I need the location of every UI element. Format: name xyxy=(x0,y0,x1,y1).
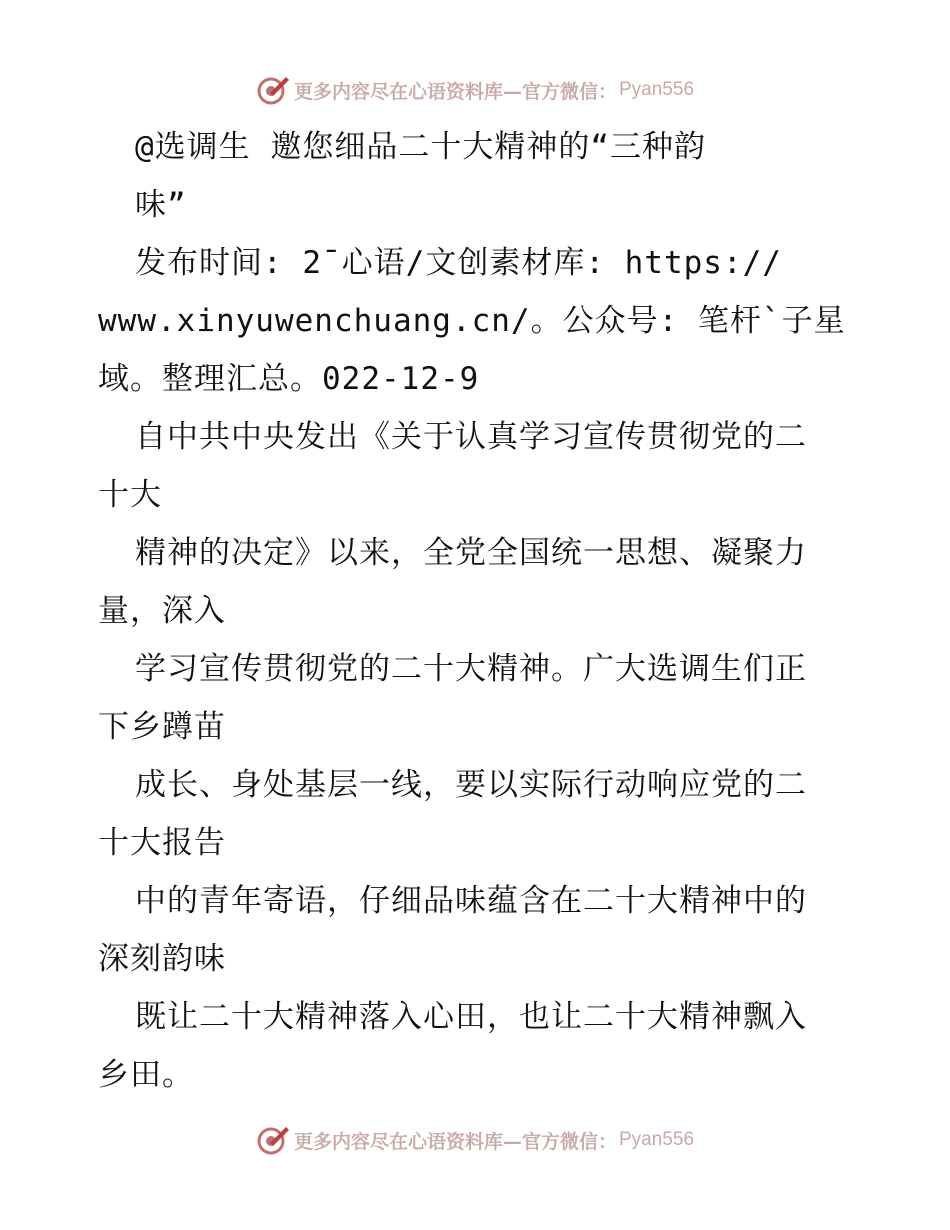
text-line: 发布时间: 2¯心语/文创素材库: https:// xyxy=(135,245,782,281)
document-body xyxy=(98,118,858,1104)
text-line: 精神的决定》以来，全党全国统一思想、凝聚力 xyxy=(135,535,807,571)
text-line: 学习宣传贯彻党的二十大精神。广大选调生们正 xyxy=(135,651,807,687)
text-line: 十大报告 xyxy=(98,825,226,861)
text-line: 味” xyxy=(135,187,187,223)
text-line: 乡田。 xyxy=(98,1057,194,1093)
pen-nib-circle-icon xyxy=(256,73,290,107)
text-line: 深刻韵味 xyxy=(98,941,226,977)
footer-watermark-banner xyxy=(0,1120,950,1160)
text-line: 成长、身处基层一线，要以实际行动响应党的二 xyxy=(135,767,807,803)
pen-nib-circle-icon xyxy=(256,1123,290,1157)
text-line: 下乡蹲苗 xyxy=(98,709,226,745)
header-watermark-banner xyxy=(0,70,950,110)
text-line: 既让二十大精神落入心田，也让二十大精神飘入 xyxy=(135,999,807,1035)
text-line: 自中共中央发出《关于认真学习宣传贯彻党的二 xyxy=(135,419,807,455)
text-line: @选调生 邀您细品二十大精神的“三种韵 xyxy=(135,129,706,165)
banner-wechat-id: Pyan556 xyxy=(619,79,695,100)
text-line: 中的青年寄语，仔细品味蕴含在二十大精神中的 xyxy=(135,883,807,919)
text-line: 域。整理汇总。022-12-9 xyxy=(98,361,480,397)
text-line: www.xinyuwenchuang.cn/。公众号: 笔杆`子星 xyxy=(98,303,846,339)
text-line: 量，深入 xyxy=(98,593,226,629)
text-line: 十大 xyxy=(98,477,162,513)
banner-text: 更多内容尽在心语资料库—官方微信： xyxy=(293,80,617,103)
banner-wechat-id: Pyan556 xyxy=(619,1129,695,1150)
banner-text: 更多内容尽在心语资料库—官方微信： xyxy=(293,1130,617,1153)
